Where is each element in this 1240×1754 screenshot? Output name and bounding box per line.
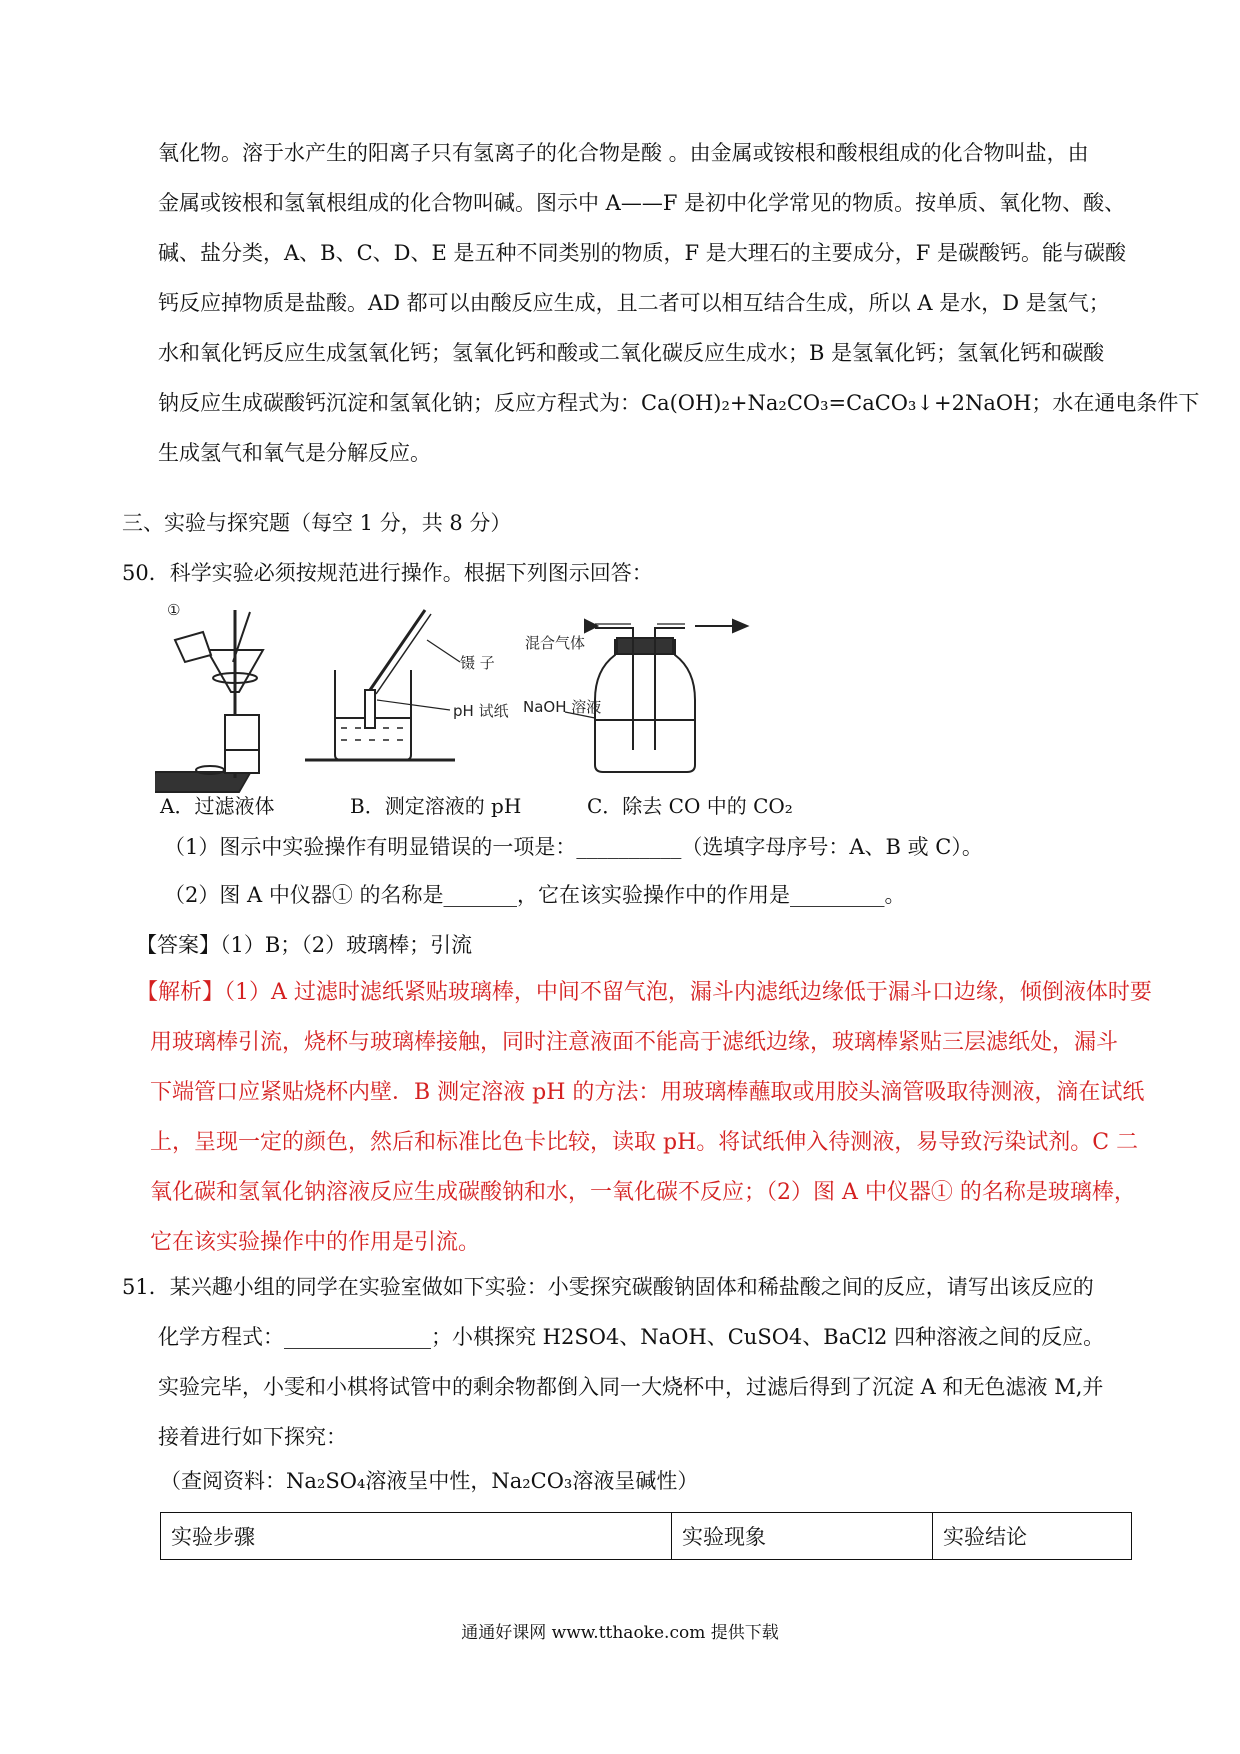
intro-line: 生成氢气和氧气是分解反应。 xyxy=(158,441,431,465)
filtration-apparatus-icon xyxy=(155,610,263,792)
figure-caption-c: C．除去 CO 中的 CO₂ xyxy=(587,794,793,818)
analysis-line: 氧化碳和氢氧化钠溶液反应生成碳酸钠和水，一氧化碳不反应；（2）图 A 中仪器① 的名称是玻璃棒， xyxy=(150,1180,1136,1205)
table-header-cell: 实验步骤 xyxy=(161,1513,672,1560)
tweezers-label: 镊 子 xyxy=(460,654,495,672)
lab-apparatus-illustration xyxy=(155,600,805,820)
question-51-line: 实验完毕，小雯和小棋将试管中的剩余物都倒入同一大烧杯中，过滤后得到了沉淀 A 和无色滤液 M,并 xyxy=(158,1375,1104,1399)
question-51-line: 化学方程式：______________；小棋探究 H2SO4、NaOH、CuSO4、BaCl2 四种溶液之间的反应。 xyxy=(158,1325,1105,1349)
table-header-cell: 实验结论 xyxy=(933,1513,1132,1560)
section-heading: 三、实验与探究题（每空 1 分，共 8 分） xyxy=(122,511,512,535)
instrument-marker: ① xyxy=(167,601,181,619)
page-footer: 通通好课网 www.tthaoke.com 提供下载 xyxy=(461,1623,779,1643)
analysis-line: 下端管口应紧贴烧杯内壁．B 测定溶液 pH 的方法：用玻璃棒蘸取或用胶头滴管吸取待测液，滴在试纸 xyxy=(150,1080,1145,1105)
experiment-table xyxy=(160,1512,1132,1560)
mixed-gas-label: 混合气体 xyxy=(525,634,586,652)
analysis-paragraph xyxy=(136,968,1152,1268)
intro-line: 水和氧化钙反应生成氢氧化钙；氢氧化钙和酸或二氧化碳反应生成水；B 是氢氧化钙；氢氧化钙和碳酸 xyxy=(158,341,1105,365)
ph-test-apparatus-icon xyxy=(305,610,460,760)
intro-line: 碱、盐分类，A、B、C、D、E 是五种不同类别的物质，F 是大理石的主要成分，F 是碳酸钙。能与碳酸 xyxy=(158,241,1126,265)
reference-note: （查阅资料：Na₂SO₄溶液呈中性，Na₂CO₃溶液呈碱性） xyxy=(160,1469,699,1493)
question-50-sub1: （1）图示中实验操作有明显错误的一项是：__________（选填字母序号：A、B 或 C）。 xyxy=(164,835,983,859)
intro-line: 钙反应掉物质是盐酸。AD 都可以由酸反应生成，且二者可以相互结合生成，所以 A 是水，D 是氢气； xyxy=(158,291,1110,315)
question-51-line: 接着进行如下探究： xyxy=(158,1425,347,1449)
intro-paragraph xyxy=(158,128,1200,478)
answer-text: 【答案】（1）B；（2）玻璃棒；引流 xyxy=(136,933,473,957)
figure-caption-b: B．测定溶液的 pH xyxy=(350,794,522,818)
gas-washing-bottle-icon xyxy=(565,620,747,772)
question-50-stem: 50．科学实验必须按规范进行操作。根据下列图示回答： xyxy=(122,561,653,585)
question-51-line: 51．某兴趣小组的同学在实验室做如下实验：小雯探究碳酸钠固体和稀盐酸之间的反应，请写出该反应的 xyxy=(122,1275,1094,1299)
analysis-line: 用玻璃棒引流，烧杯与玻璃棒接触，同时注意液面不能高于滤纸边缘，玻璃棒紧贴三层滤纸处，漏斗 xyxy=(150,1030,1119,1055)
lab-figure xyxy=(155,600,805,820)
analysis-line: 上，呈现一定的颜色，然后和标准比色卡比较，读取 pH。将试纸伸入待测液，易导致污染试剂。C 二 xyxy=(150,1130,1139,1155)
intro-line: 钠反应生成碳酸钙沉淀和氢氧化钠；反应方程式为：Ca(OH)₂+Na₂CO₃=CaCO₃↓+2NaOH；水在通电条件下 xyxy=(158,391,1200,415)
analysis-line: 它在该实验操作中的作用是引流。 xyxy=(150,1230,481,1255)
question-50-sub2: （2）图 A 中仪器① 的名称是_______，它在该实验操作中的作用是_________。 xyxy=(164,883,906,907)
naoh-solution-label: NaOH 溶液 xyxy=(523,698,602,716)
ph-paper-label: pH 试纸 xyxy=(453,702,509,720)
analysis-line: 【解析】（1）A 过滤时滤纸紧贴玻璃棒，中间不留气泡，漏斗内滤纸边缘低于漏斗口边缘，倾倒液体时要 xyxy=(136,980,1152,1005)
intro-line: 氧化物。溶于水产生的阳离子只有氢离子的化合物是酸 。由金属或铵根和酸根组成的化合物叫盐，由 xyxy=(158,141,1089,165)
table-header-row xyxy=(161,1513,1132,1560)
intro-line: 金属或铵根和氢氧根组成的化合物叫碱。图示中 A——F 是初中化学常见的物质。按单质、氧化物、酸、 xyxy=(158,191,1126,215)
figure-caption-a: A．过滤液体 xyxy=(160,794,275,818)
table-header-cell: 实验现象 xyxy=(672,1513,933,1560)
question-51 xyxy=(122,1262,1105,1462)
